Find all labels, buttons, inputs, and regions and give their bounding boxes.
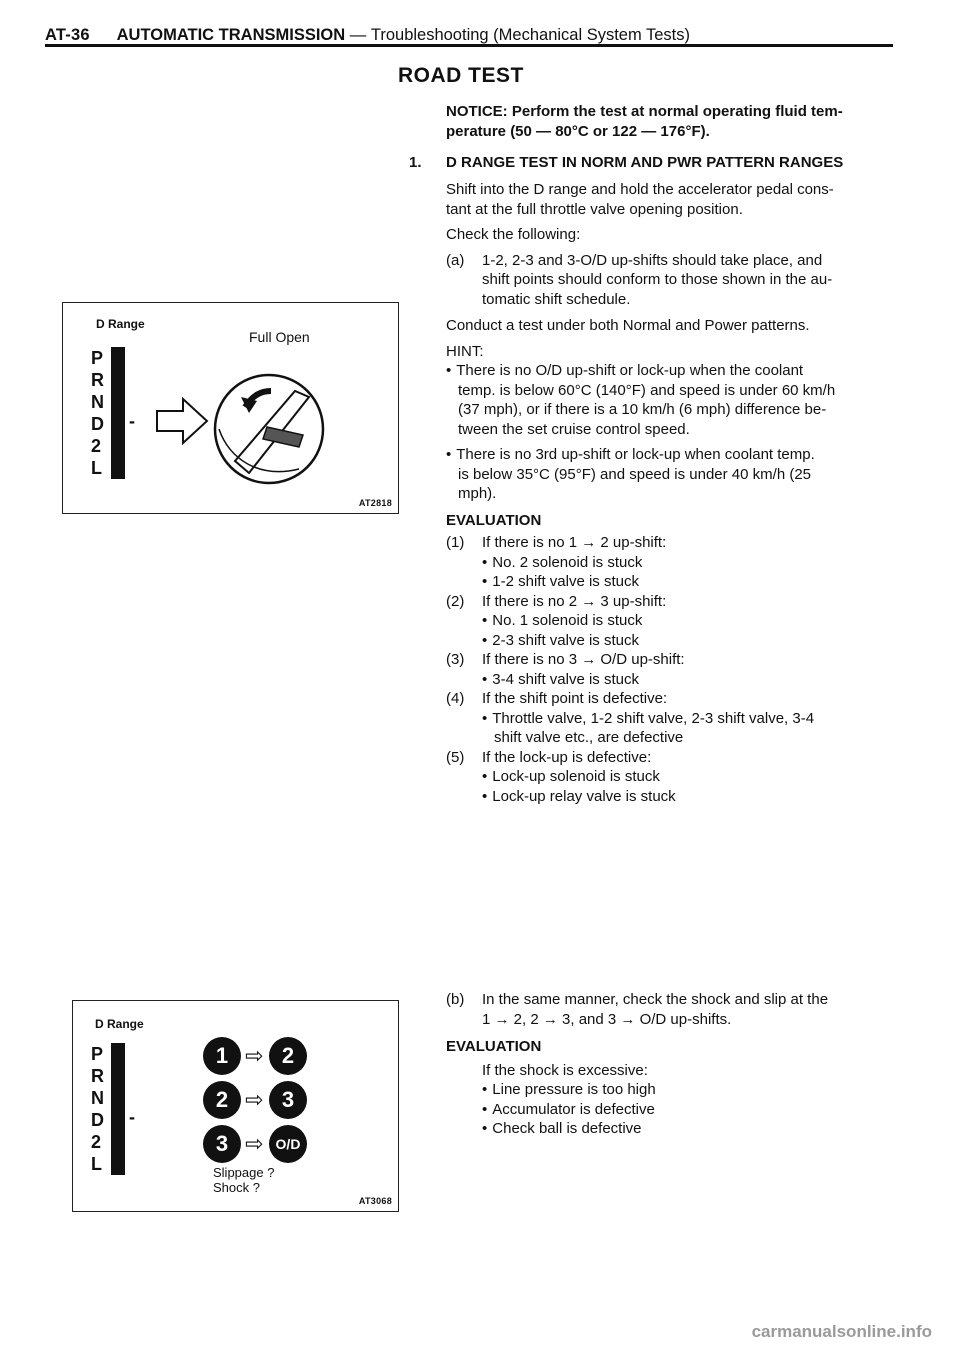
gear-shifter-diagram xyxy=(89,347,135,479)
bullet-icon xyxy=(482,671,492,688)
evaluation-b-condition: If the shock is excessive: xyxy=(482,1061,648,1079)
hint-2-line-2: is below 35°C (95°F) and speed is under 40 km/h (25 xyxy=(458,465,812,483)
figure-1-throttle-label: Full Open xyxy=(249,329,310,345)
bullet-icon xyxy=(482,573,492,590)
evaluation-bullet-text: Throttle valve, 1-2 shift valve, 2-3 shift valve, 3-4 xyxy=(492,709,815,727)
figure-2-range-label: D Range xyxy=(95,1017,144,1031)
evaluation-item xyxy=(446,689,926,748)
figure-d-range-full-open xyxy=(62,302,399,514)
evaluation-b-bullet xyxy=(482,1080,926,1100)
evaluation-item xyxy=(446,533,926,592)
evaluation-bullet-text: 3-4 shift valve is stuck xyxy=(492,670,639,688)
bullet-icon xyxy=(482,632,492,649)
evaluation-bullet-text: No. 1 solenoid is stuck xyxy=(492,612,643,629)
notice-label: NOTICE: xyxy=(446,103,508,120)
d-position-mark: - xyxy=(129,411,135,431)
d-position-mark: - xyxy=(129,1107,135,1127)
evaluation-list xyxy=(446,533,926,806)
figure-2-question xyxy=(213,1165,274,1195)
gear-indicator-bar xyxy=(111,347,125,479)
hint-1 xyxy=(446,361,926,439)
item-b-line-2: 1 → 2, 2 → 3, and 3 → O/D up-shifts. xyxy=(482,1010,732,1028)
shift-arrow-icon: ⇨ xyxy=(245,1131,264,1156)
evaluation-bullet-text: Lock-up relay valve is stuck xyxy=(492,787,676,805)
gear-letter: N xyxy=(91,1088,104,1108)
evaluation-bullet xyxy=(482,553,926,573)
bullet-icon xyxy=(482,1101,492,1118)
hint-2 xyxy=(446,445,926,504)
item-b-label: (b) xyxy=(446,991,465,1008)
intro-line-2: tant at the full throttle valve opening position. xyxy=(446,200,743,218)
gear-indicator-bar xyxy=(111,1043,125,1175)
watermark: carmanualsonline.info xyxy=(751,1322,932,1341)
gear-letter: 2 xyxy=(91,436,102,456)
gear-from-badge: 2 xyxy=(203,1081,241,1119)
section-1-heading: D RANGE TEST IN NORM AND PWR PATTERN RANGES xyxy=(446,154,844,171)
item-a-line-2: shift points should conform to those shown in the au- xyxy=(482,271,833,288)
page-header xyxy=(45,26,893,46)
bullet-icon xyxy=(482,768,492,785)
bullet-icon xyxy=(446,362,456,379)
header-rule xyxy=(45,44,893,47)
evaluation-item-text: If the lock-up is defective: xyxy=(482,748,652,766)
evaluation-item xyxy=(446,748,926,807)
figure-d-range-shifts xyxy=(72,1000,399,1212)
notice-text-1: Perform the test at normal operating fluid tem- xyxy=(511,103,843,120)
notice-text-2: perature (50 — 80°C or 122 — 176°F). xyxy=(446,122,710,140)
shock-label: Shock ? xyxy=(213,1180,260,1195)
item-b-line-1: In the same manner, check the shock and slip at the xyxy=(482,991,829,1008)
gear-letter: D xyxy=(91,1110,104,1130)
gear-from-badge: 3 xyxy=(203,1125,241,1163)
arrow-right-icon xyxy=(157,399,207,443)
header-dash: — xyxy=(349,26,367,44)
evaluation-bullet xyxy=(482,611,926,631)
evaluation-item-label: (4) xyxy=(446,690,465,707)
item-a-line-1: 1-2, 2-3 and 3-O/D up-shifts should take place, and xyxy=(482,251,823,269)
evaluation-item xyxy=(446,592,926,651)
shift-arrow-icon: ⇨ xyxy=(245,1087,264,1112)
evaluation-b-bullets xyxy=(482,1080,926,1139)
evaluation-item-text: If there is no 3 → O/D up-shift: xyxy=(482,651,685,668)
evaluation-b-bullet-text: Accumulator is defective xyxy=(492,1100,655,1118)
hint-1-line-2: temp. is below 60°C (140°F) and speed is under 60 km/h xyxy=(458,381,836,399)
intro-line-1: Shift into the D range and hold the accelerator pedal cons- xyxy=(446,181,834,198)
page-number: AT-36 xyxy=(45,26,90,44)
evaluation-bullet-text: 2-3 shift valve is stuck xyxy=(492,631,639,649)
slippage-label: Slippage ? xyxy=(213,1165,275,1180)
shift-arrow-icon: ⇨ xyxy=(245,1043,264,1068)
hint-2-line-1: There is no 3rd up-shift or lock-up when coolant temp. xyxy=(456,446,815,463)
gear-letter: L xyxy=(91,1154,102,1174)
evaluation-bullet-continuation: shift valve etc., are defective xyxy=(494,729,684,746)
gear-letter: P xyxy=(91,348,104,368)
notice xyxy=(446,102,916,141)
bullet-icon xyxy=(482,1081,492,1098)
hint-1-line-3: (37 mph), or if there is a 10 km/h (6 mph) difference be- xyxy=(458,401,827,418)
check-following: Check the following: xyxy=(446,226,581,243)
evaluation-b-bullet xyxy=(482,1119,926,1139)
evaluation-item-text: If there is no 2 → 3 up-shift: xyxy=(482,592,667,610)
evaluation-bullet xyxy=(482,767,926,787)
hint-1-line-4: tween the set cruise control speed. xyxy=(458,420,690,438)
gear-letter: R xyxy=(91,1066,104,1086)
throttle-pedal-illustration xyxy=(149,369,359,499)
evaluation-item-label: (3) xyxy=(446,651,465,668)
hint-1-line-1: There is no O/D up-shift or lock-up when the coolant xyxy=(456,362,804,379)
bullet-icon xyxy=(482,1120,492,1137)
evaluation-bullet xyxy=(482,572,926,592)
section-b xyxy=(446,990,926,1139)
figure-2-code: AT3068 xyxy=(358,1196,392,1206)
evaluation-bullet-text: No. 2 solenoid is stuck xyxy=(492,553,643,571)
bullet-icon xyxy=(482,612,492,629)
evaluation-bullet-text: Lock-up solenoid is stuck xyxy=(492,768,660,785)
gear-letter: N xyxy=(91,392,104,412)
bullet-icon xyxy=(482,788,492,805)
evaluation-item-text: If there is no 1 → 2 up-shift: xyxy=(482,534,667,551)
evaluation-item-label: (5) xyxy=(446,748,465,766)
evaluation-bullet xyxy=(482,670,926,690)
page-title: ROAD TEST xyxy=(398,64,524,87)
bullet-icon xyxy=(482,554,492,571)
item-a-label: (a) xyxy=(446,251,465,269)
evaluation-bullet-text: 1-2 shift valve is stuck xyxy=(492,573,639,590)
section-1-number: 1. xyxy=(409,154,422,171)
item-a xyxy=(446,251,926,310)
gear-letter: 2 xyxy=(91,1132,102,1152)
evaluation-item xyxy=(446,650,926,689)
hint-label: HINT: xyxy=(446,342,484,360)
header-subtitle: Troubleshooting (Mechanical System Tests) xyxy=(370,26,691,44)
figure-1-code: AT2818 xyxy=(358,498,392,508)
evaluation-b-bullet-text: Line pressure is too high xyxy=(492,1081,656,1098)
gear-letter: L xyxy=(91,458,102,478)
evaluation-label: EVALUATION xyxy=(446,511,542,529)
evaluation-bullet xyxy=(482,709,926,729)
item-b xyxy=(446,990,926,1029)
gear-shifter-diagram xyxy=(89,1043,135,1175)
evaluation-b-bullet xyxy=(482,1100,926,1120)
section-1-body xyxy=(446,180,926,806)
item-a-line-3: tomatic shift schedule. xyxy=(482,290,631,308)
gear-to-badge: 2 xyxy=(269,1037,307,1075)
gear-to-badge: 3 xyxy=(269,1081,307,1119)
gear-letter: R xyxy=(91,370,104,390)
conduct-text: Conduct a test under both Normal and Power patterns. xyxy=(446,317,810,334)
figure-1-range-label: D Range xyxy=(96,317,145,331)
gear-letter: P xyxy=(91,1044,104,1064)
evaluation-item-text: If the shift point is defective: xyxy=(482,690,668,707)
evaluation-bullet xyxy=(482,631,926,651)
bullet-icon xyxy=(446,446,456,463)
bullet-icon xyxy=(482,710,492,727)
evaluation-bullet xyxy=(482,787,926,807)
gear-letter: D xyxy=(91,414,104,434)
evaluation-item-label: (2) xyxy=(446,592,465,610)
evaluation-item-label: (1) xyxy=(446,534,465,551)
evaluation-b-body xyxy=(446,1061,926,1139)
evaluation-b-bullet-text: Check ball is defective xyxy=(492,1120,642,1137)
gear-to-badge: O/D xyxy=(269,1125,307,1163)
gear-from-badge: 1 xyxy=(203,1037,241,1075)
evaluation-b-label: EVALUATION xyxy=(446,1038,542,1055)
section-name: AUTOMATIC TRANSMISSION xyxy=(116,26,346,44)
hint-2-line-3: mph). xyxy=(458,485,497,502)
